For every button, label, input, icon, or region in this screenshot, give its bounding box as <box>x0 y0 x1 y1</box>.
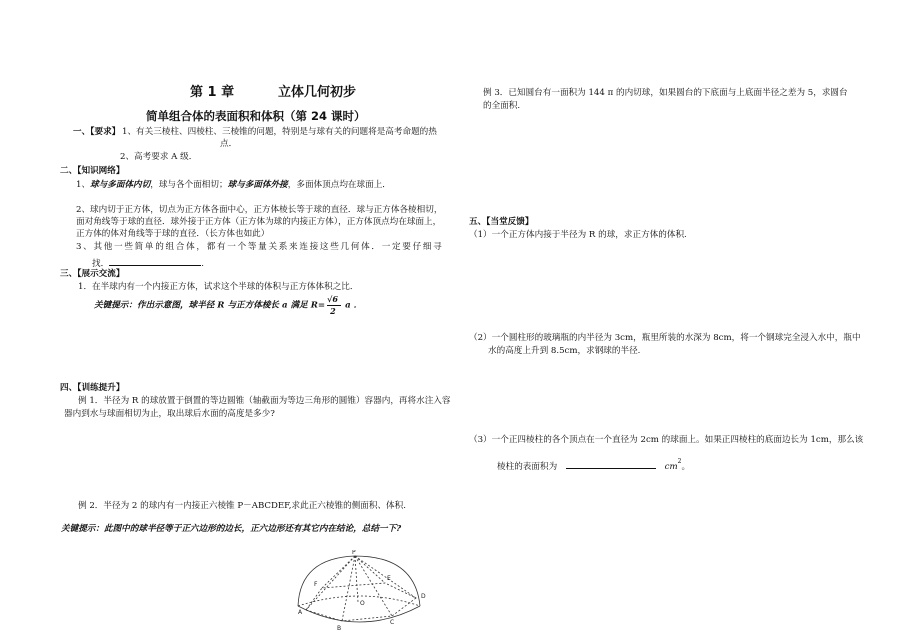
base-back-arc <box>298 596 420 606</box>
fraction-root6-over-2 <box>325 294 345 316</box>
answer-blank-surface-area[interactable] <box>566 459 656 469</box>
hint-suffix: a ． <box>345 300 363 311</box>
section-feedback-heading: 五、【当堂反馈】 <box>469 217 534 227</box>
knowledge-point-1-text-1: ，球与各个面相切； <box>150 180 228 190</box>
label-d: D <box>421 593 426 600</box>
knowledge-point-3-line-2: 找． . <box>92 256 204 270</box>
label-o: O <box>360 600 365 607</box>
requirement-item-1-line-2: 点． <box>220 139 238 149</box>
answer-blank[interactable] <box>109 256 201 266</box>
knowledge-point-2-line-3: 正方体的体对角线等于球的直径．（长方体也如此） <box>76 229 270 239</box>
fraction-denominator: 2 <box>330 306 336 316</box>
feedback-question-3-line-2 <box>497 456 690 473</box>
knowledge-point-2-line-1: 2、球内切于正方体，切点为正方体各面中心，正方体棱长等于球的直径．球与正方体各棱相切， <box>76 205 443 215</box>
chapter-title: 立体几何初步 <box>278 85 357 100</box>
knowledge-point-3-text: 找． <box>92 259 110 269</box>
section-training-heading: 四、【训练提升】 <box>60 383 125 393</box>
feedback-question-2-line-2: 水的高度上升到 8.5cm，求钢球的半径. <box>488 346 641 356</box>
term-inscribed: 球与多面体内切 <box>90 180 151 190</box>
example-3-line-2: 的全面积. <box>483 101 521 111</box>
fraction-numerator: √6 <box>327 294 338 304</box>
knowledge-point-2-line-2: 面对角线等于球的直径．球外接于正方体（正方体为球的内接正方体），正方体顶点均在球面上， <box>76 217 442 227</box>
knowledge-point-3-line-1: 3、其他一些简单的组合体，都有一个等量关系来连接这些几何体．一定要仔细寻 <box>76 242 444 252</box>
label-f: F <box>314 581 318 588</box>
hint-text: 关键提示：作出示意图，球半径 R 与正方体棱长 a 满足 R= <box>94 300 326 311</box>
unit-exponent: 2 <box>677 458 682 465</box>
feedback-question-3-end: 。 <box>681 462 691 472</box>
label-a: A <box>298 609 303 616</box>
feedback-question-3-line-1: （3）一个正四棱柱的各个顶点在一个直径为 2cm 的球面上。如果正四棱柱的底面边长为 1cm，那么该 <box>469 435 864 445</box>
section-knowledge-heading: 二、【知识网络】 <box>60 166 125 176</box>
term-circumscribed: 球与多面体外接 <box>227 180 288 190</box>
requirement-item-1-line-1: 1、有关三棱柱、四棱柱、三棱锥的问题，特别是与球有关的问题将是高考命题的热 <box>122 127 437 137</box>
knowledge-point-1 <box>76 180 391 191</box>
section-requirements-heading: 一、【要求】 <box>73 127 121 137</box>
chapter-number: 第 1 章 <box>190 85 235 100</box>
label-c: C <box>390 619 395 626</box>
label-b: B <box>337 625 342 632</box>
feedback-question-1: （1）一个正方体内接于半径为 R 的球，求正方体的体积. <box>469 230 687 240</box>
knowledge-point-1-text-2: ，多面体顶点均在球面上． <box>287 180 391 190</box>
hexagonal-pyramid-figure <box>290 550 430 632</box>
exchange-question-1: 1．在半球内有一个内接正方体，试求这个半球的体积与正方体体积之比． <box>78 282 359 292</box>
requirement-item-2: 2、高考要求 A 级． <box>120 152 198 162</box>
lateral-edges <box>306 556 416 621</box>
label-p-top: P <box>352 550 356 556</box>
knowledge-point-1-number: 1、 <box>76 180 91 190</box>
exchange-hint <box>94 294 363 316</box>
example-1-line-1: 例 1．半径为 R 的球放置于倒置的等边圆锥（轴截面为等边三角形的圆锥）容器内，再将水注入容 <box>78 396 451 406</box>
example-1-line-2: 器内到水与球面相切为止，取出球后水面的高度是多少? <box>64 409 275 419</box>
section-exchange-heading: 三、【展示交流】 <box>60 269 125 279</box>
feedback-question-3-text: 棱柱的表面积为 <box>497 462 558 472</box>
example-3-line-1: 例 3．已知圆台有一面积为 144 π 的内切球，如果圆台的下底面与上底面半径之差为 5，求圆台 <box>483 88 848 98</box>
example-2: 例 2．半径为 2 的球内有一内接正六棱锥 P－ABCDEF,求此正六棱锥的侧面积、体积. <box>78 501 406 511</box>
example-2-hint: 关键提示：此图中的球半径等于正六边形的边长，正六边形还有其它内在结论，总结一下? <box>61 524 402 534</box>
label-e: E <box>387 575 391 582</box>
lesson-subtitle: 简单组合体的表面积和体积（第 24 课时） <box>146 109 366 123</box>
unit-cm: cm <box>664 462 678 472</box>
feedback-question-2-line-1: （2）一个圆柱形的玻璃瓶的内半径为 3cm，瓶里所装的水深为 8cm，将一个钢球完全浸入水中，瓶中 <box>469 333 861 343</box>
